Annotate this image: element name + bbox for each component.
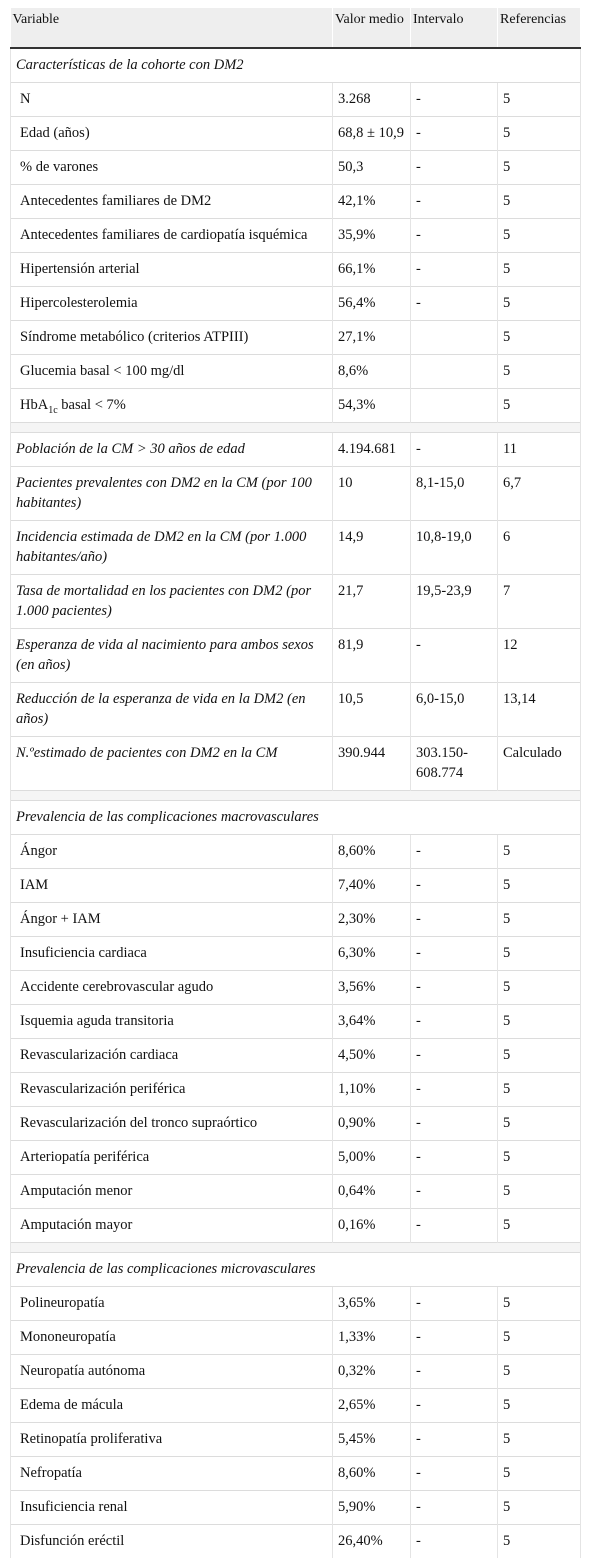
header-valor-medio: Valor medio	[333, 8, 411, 48]
cell-valor-medio: 3,56%	[333, 971, 411, 1005]
cell-intervalo: -	[411, 869, 498, 903]
table-row	[11, 287, 581, 321]
cell-variable: Tasa de mortalidad en los pacientes con DM2 (por 1.000 pacientes)	[11, 575, 333, 629]
hba1c-prefix: HbA	[20, 397, 48, 413]
cell-variable: Revascularización periférica	[11, 1073, 333, 1107]
cell-valor-medio: 3.268	[333, 83, 411, 117]
table-row	[11, 185, 581, 219]
cell-variable: Antecedentes familiares de DM2	[11, 185, 333, 219]
table-row	[11, 971, 581, 1005]
cell-intervalo: -	[411, 1525, 498, 1558]
cell-variable: Disfunción eréctil	[11, 1525, 333, 1558]
cell-referencias: 5	[498, 1457, 581, 1491]
section-microvasculares	[11, 1253, 581, 1287]
cell-valor-medio: 4,50%	[333, 1039, 411, 1073]
cell-intervalo: -	[411, 1321, 498, 1355]
table-row	[11, 1107, 581, 1141]
cell-valor-medio: 27,1%	[333, 321, 411, 355]
cell-variable: Esperanza de vida al nacimiento para ambos sexos (en años)	[11, 629, 333, 683]
spacer-cell	[11, 423, 581, 433]
table-row	[11, 1287, 581, 1321]
cell-intervalo: -	[411, 1141, 498, 1175]
cell-variable: Revascularización del tronco supraórtico	[11, 1107, 333, 1141]
cell-intervalo: -	[411, 287, 498, 321]
cell-intervalo: -	[411, 1287, 498, 1321]
cell-variable: Síndrome metabólico (criterios ATPIII)	[11, 321, 333, 355]
cell-referencias: 5	[498, 869, 581, 903]
table-row	[11, 1039, 581, 1073]
cell-intervalo: -	[411, 971, 498, 1005]
cell-variable: Edema de mácula	[11, 1389, 333, 1423]
cell-valor-medio: 10,5	[333, 683, 411, 737]
table-row	[11, 389, 581, 423]
cell-variable: Glucemia basal < 100 mg/dl	[11, 355, 333, 389]
table-row	[11, 321, 581, 355]
section-spacer	[11, 423, 581, 433]
cell-variable: Insuficiencia renal	[11, 1491, 333, 1525]
hba1c-suffix: basal < 7%	[58, 397, 126, 413]
cell-referencias: 5	[498, 1175, 581, 1209]
cell-variable: Mononeuropatía	[11, 1321, 333, 1355]
cell-intervalo: -	[411, 1209, 498, 1243]
cell-valor-medio: 0,32%	[333, 1355, 411, 1389]
cell-variable: Polineuropatía	[11, 1287, 333, 1321]
cell-valor-medio: 56,4%	[333, 287, 411, 321]
cell-valor-medio: 54,3%	[333, 389, 411, 423]
table-row	[11, 1321, 581, 1355]
cell-valor-medio: 10	[333, 467, 411, 521]
header-intervalo: Intervalo	[411, 8, 498, 48]
cell-variable: Ángor + IAM	[11, 903, 333, 937]
cell-intervalo: -	[411, 1423, 498, 1457]
cell-valor-medio: 14,9	[333, 521, 411, 575]
cell-referencias: 5	[498, 287, 581, 321]
cell-variable: Nefropatía	[11, 1457, 333, 1491]
cell-valor-medio: 81,9	[333, 629, 411, 683]
cell-variable: Amputación mayor	[11, 1209, 333, 1243]
cell-referencias: 5	[498, 117, 581, 151]
cell-valor-medio: 21,7	[333, 575, 411, 629]
cell-intervalo: -	[411, 1175, 498, 1209]
cell-intervalo: -	[411, 151, 498, 185]
cell-referencias: 5	[498, 937, 581, 971]
cell-valor-medio: 2,65%	[333, 1389, 411, 1423]
cell-referencias: 5	[498, 83, 581, 117]
cell-valor-medio: 3,64%	[333, 1005, 411, 1039]
data-table	[10, 8, 581, 1558]
cell-referencias: 5	[498, 1321, 581, 1355]
cell-referencias: 5	[498, 1491, 581, 1525]
cell-valor-medio: 26,40%	[333, 1525, 411, 1558]
table-row	[11, 835, 581, 869]
cell-referencias: 5	[498, 1005, 581, 1039]
table-row	[11, 937, 581, 971]
cell-referencias: 13,14	[498, 683, 581, 737]
header-variable: Variable	[11, 8, 333, 48]
cell-variable: Ángor	[11, 835, 333, 869]
table-row	[11, 737, 581, 791]
cell-valor-medio: 5,00%	[333, 1141, 411, 1175]
cell-intervalo: 19,5-23,9	[411, 575, 498, 629]
cell-intervalo: -	[411, 1039, 498, 1073]
cell-valor-medio: 42,1%	[333, 185, 411, 219]
cell-variable: Accidente cerebrovascular agudo	[11, 971, 333, 1005]
table-row	[11, 1423, 581, 1457]
table-row	[11, 903, 581, 937]
cell-referencias: 5	[498, 321, 581, 355]
table-row	[11, 1141, 581, 1175]
cell-intervalo: -	[411, 937, 498, 971]
section-title: Prevalencia de las complicaciones macrovasculares	[11, 801, 581, 835]
cell-valor-medio: 8,60%	[333, 1457, 411, 1491]
table-body	[11, 48, 581, 1558]
cell-valor-medio: 2,30%	[333, 903, 411, 937]
cell-valor-medio: 35,9%	[333, 219, 411, 253]
section-title: Características de la cohorte con DM2	[11, 48, 581, 83]
cell-valor-medio: 5,45%	[333, 1423, 411, 1457]
cell-variable: Isquemia aguda transitoria	[11, 1005, 333, 1039]
table-row	[11, 151, 581, 185]
cell-variable: Edad (años)	[11, 117, 333, 151]
cell-valor-medio: 1,10%	[333, 1073, 411, 1107]
cell-intervalo	[411, 389, 498, 423]
cell-valor-medio: 50,3	[333, 151, 411, 185]
cell-referencias: 5	[498, 151, 581, 185]
cell-referencias: 5	[498, 185, 581, 219]
cell-variable	[11, 389, 333, 423]
cell-variable: Revascularización cardiaca	[11, 1039, 333, 1073]
cell-referencias: 5	[498, 219, 581, 253]
cell-variable: Retinopatía proliferativa	[11, 1423, 333, 1457]
cell-referencias: 5	[498, 835, 581, 869]
cell-intervalo	[411, 355, 498, 389]
cell-referencias: 5	[498, 1287, 581, 1321]
table-row	[11, 521, 581, 575]
table-row	[11, 575, 581, 629]
cell-intervalo: -	[411, 835, 498, 869]
cell-referencias: 5	[498, 389, 581, 423]
section-cohorte	[11, 48, 581, 83]
cell-referencias: 5	[498, 1209, 581, 1243]
cell-variable: Población de la CM > 30 años de edad	[11, 433, 333, 467]
table-row	[11, 1175, 581, 1209]
section-spacer	[11, 1243, 581, 1253]
cell-valor-medio: 8,6%	[333, 355, 411, 389]
cell-referencias: 5	[498, 1525, 581, 1558]
cell-referencias: 6,7	[498, 467, 581, 521]
cell-referencias: 5	[498, 1039, 581, 1073]
table-row	[11, 433, 581, 467]
cell-referencias: 5	[498, 253, 581, 287]
cell-referencias: 5	[498, 971, 581, 1005]
cell-valor-medio: 66,1%	[333, 253, 411, 287]
spacer-cell	[11, 1243, 581, 1253]
cell-valor-medio: 7,40%	[333, 869, 411, 903]
cell-valor-medio: 68,8 ± 10,9	[333, 117, 411, 151]
hba1c-subscript: 1c	[48, 405, 57, 416]
cell-referencias: 5	[498, 1141, 581, 1175]
cell-intervalo: -	[411, 1491, 498, 1525]
section-macrovasculares	[11, 801, 581, 835]
cell-intervalo: -	[411, 1005, 498, 1039]
cell-variable: Incidencia estimada de DM2 en la CM (por 1.000 habitantes/año)	[11, 521, 333, 575]
cell-valor-medio: 4.194.681	[333, 433, 411, 467]
cell-referencias: 11	[498, 433, 581, 467]
cell-referencias: 5	[498, 1073, 581, 1107]
spacer-cell	[11, 791, 581, 801]
cell-intervalo: -	[411, 1107, 498, 1141]
cell-intervalo: -	[411, 433, 498, 467]
cell-referencias: 6	[498, 521, 581, 575]
cell-variable: Insuficiencia cardiaca	[11, 937, 333, 971]
cell-variable: IAM	[11, 869, 333, 903]
cell-intervalo: -	[411, 629, 498, 683]
table-row	[11, 1525, 581, 1558]
cell-valor-medio: 390.944	[333, 737, 411, 791]
cell-variable: % de varones	[11, 151, 333, 185]
table-row	[11, 355, 581, 389]
cell-valor-medio: 5,90%	[333, 1491, 411, 1525]
cell-referencias: 5	[498, 903, 581, 937]
cell-referencias: 7	[498, 575, 581, 629]
cell-intervalo: 8,1-15,0	[411, 467, 498, 521]
cell-valor-medio: 1,33%	[333, 1321, 411, 1355]
cell-intervalo: -	[411, 1457, 498, 1491]
section-spacer	[11, 791, 581, 801]
cell-variable: Hipertensión arterial	[11, 253, 333, 287]
cell-intervalo: 303.150-608.774	[411, 737, 498, 791]
cell-intervalo: -	[411, 185, 498, 219]
cell-intervalo: 10,8-19,0	[411, 521, 498, 575]
table-container	[10, 8, 580, 1558]
cell-referencias: Calculado	[498, 737, 581, 791]
cell-referencias: 5	[498, 1107, 581, 1141]
cell-referencias: 5	[498, 1355, 581, 1389]
cell-intervalo: -	[411, 1073, 498, 1107]
table-row	[11, 629, 581, 683]
cell-referencias: 5	[498, 1423, 581, 1457]
cell-variable: N	[11, 83, 333, 117]
table-row	[11, 83, 581, 117]
cell-intervalo: -	[411, 1389, 498, 1423]
cell-variable: Neuropatía autónoma	[11, 1355, 333, 1389]
cell-valor-medio: 0,16%	[333, 1209, 411, 1243]
cell-intervalo: -	[411, 83, 498, 117]
table-row	[11, 869, 581, 903]
cell-valor-medio: 6,30%	[333, 937, 411, 971]
cell-valor-medio: 3,65%	[333, 1287, 411, 1321]
table-row	[11, 683, 581, 737]
cell-variable: Amputación menor	[11, 1175, 333, 1209]
cell-variable: Antecedentes familiares de cardiopatía isquémica	[11, 219, 333, 253]
cell-intervalo: -	[411, 219, 498, 253]
cell-variable: N.ºestimado de pacientes con DM2 en la CM	[11, 737, 333, 791]
cell-valor-medio: 0,90%	[333, 1107, 411, 1141]
cell-variable: Reducción de la esperanza de vida en la DM2 (en años)	[11, 683, 333, 737]
header-referencias: Referencias	[498, 8, 581, 48]
cell-referencias: 5	[498, 355, 581, 389]
section-title: Prevalencia de las complicaciones microvasculares	[11, 1253, 581, 1287]
table-row	[11, 219, 581, 253]
table-row	[11, 1073, 581, 1107]
table-row	[11, 1005, 581, 1039]
header-row	[11, 8, 581, 48]
table-row	[11, 1355, 581, 1389]
table-row	[11, 1491, 581, 1525]
cell-intervalo: -	[411, 1355, 498, 1389]
cell-referencias: 12	[498, 629, 581, 683]
cell-intervalo: -	[411, 117, 498, 151]
cell-referencias: 5	[498, 1389, 581, 1423]
cell-variable: Arteriopatía periférica	[11, 1141, 333, 1175]
table-row	[11, 117, 581, 151]
table-row	[11, 1457, 581, 1491]
cell-variable: Pacientes prevalentes con DM2 en la CM (por 100 habitantes)	[11, 467, 333, 521]
cell-variable: Hipercolesterolemia	[11, 287, 333, 321]
table-row	[11, 253, 581, 287]
cell-valor-medio: 0,64%	[333, 1175, 411, 1209]
cell-intervalo	[411, 321, 498, 355]
table-row	[11, 1209, 581, 1243]
cell-intervalo: -	[411, 253, 498, 287]
cell-intervalo: 6,0-15,0	[411, 683, 498, 737]
table-row	[11, 467, 581, 521]
table-row	[11, 1389, 581, 1423]
cell-intervalo: -	[411, 903, 498, 937]
cell-valor-medio: 8,60%	[333, 835, 411, 869]
